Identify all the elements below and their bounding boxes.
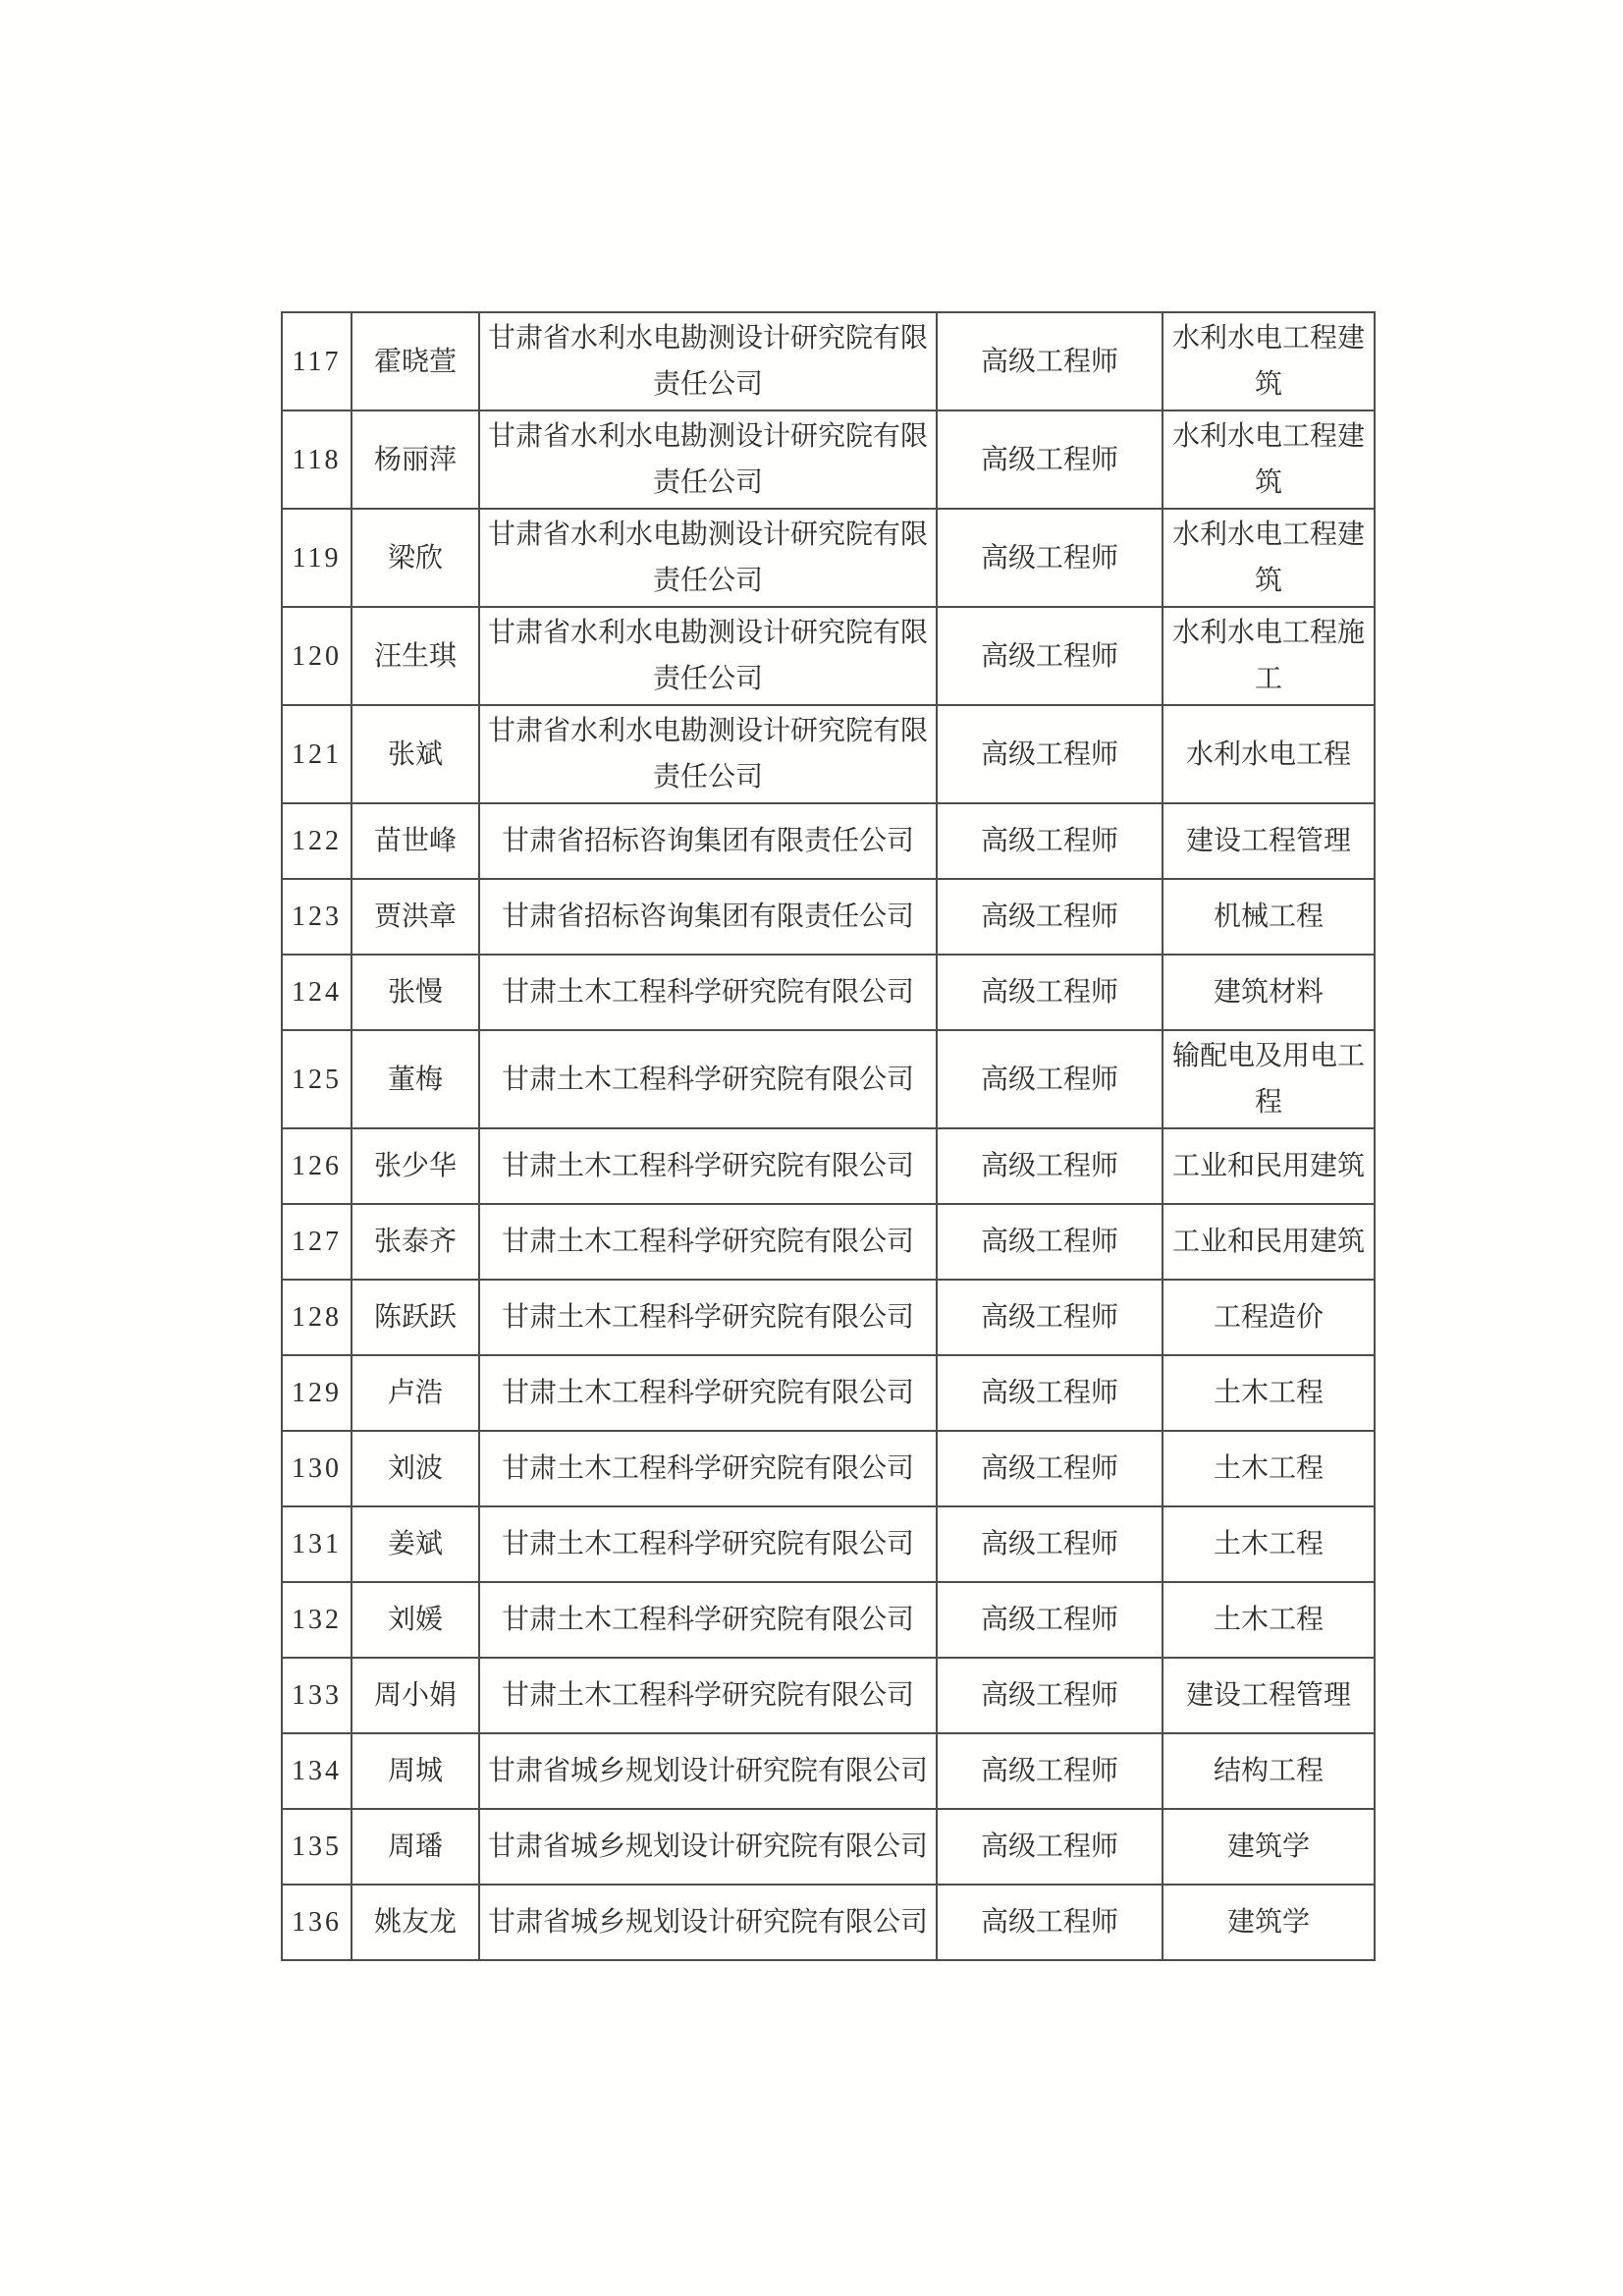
title-cell: 高级工程师 — [937, 1280, 1163, 1355]
company-cell: 甘肃土木工程科学研究院有限公司 — [479, 1506, 937, 1582]
title-cell: 高级工程师 — [937, 607, 1163, 705]
table-row — [282, 1733, 1375, 1809]
row-number-cell: 129 — [282, 1355, 352, 1431]
name-cell: 姚友龙 — [352, 1885, 479, 1960]
title-cell: 高级工程师 — [937, 1204, 1163, 1280]
title-cell: 高级工程师 — [937, 1128, 1163, 1204]
table-row — [282, 607, 1375, 705]
table-row — [282, 312, 1375, 410]
table-row — [282, 1204, 1375, 1280]
row-number-cell: 117 — [282, 312, 352, 410]
company-cell: 甘肃省水利水电勘测设计研究院有限责任公司 — [479, 312, 937, 410]
row-number-cell: 126 — [282, 1128, 352, 1204]
company-cell: 甘肃省城乡规划设计研究院有限公司 — [479, 1885, 937, 1960]
table-row — [282, 1030, 1375, 1128]
table-row — [282, 1809, 1375, 1885]
company-cell: 甘肃土木工程科学研究院有限公司 — [479, 1280, 937, 1355]
name-cell: 杨丽萍 — [352, 410, 479, 509]
specialty-cell: 水利水电工程 — [1163, 705, 1375, 803]
specialty-cell: 水利水电工程建筑 — [1163, 410, 1375, 509]
company-cell: 甘肃土木工程科学研究院有限公司 — [479, 1204, 937, 1280]
specialty-cell: 水利水电工程建筑 — [1163, 509, 1375, 607]
row-number-cell: 121 — [282, 705, 352, 803]
specialty-cell: 土木工程 — [1163, 1355, 1375, 1431]
table-row — [282, 879, 1375, 955]
row-number-cell: 118 — [282, 410, 352, 509]
specialty-cell: 建筑学 — [1163, 1809, 1375, 1885]
title-cell: 高级工程师 — [937, 1030, 1163, 1128]
title-cell: 高级工程师 — [937, 705, 1163, 803]
name-cell: 张斌 — [352, 705, 479, 803]
row-number-cell: 119 — [282, 509, 352, 607]
company-cell: 甘肃省水利水电勘测设计研究院有限责任公司 — [479, 410, 937, 509]
row-number-cell: 136 — [282, 1885, 352, 1960]
table-row — [282, 1280, 1375, 1355]
company-cell: 甘肃省水利水电勘测设计研究院有限责任公司 — [479, 509, 937, 607]
company-cell: 甘肃省城乡规划设计研究院有限公司 — [479, 1809, 937, 1885]
name-cell: 周小娟 — [352, 1658, 479, 1733]
row-number-cell: 124 — [282, 955, 352, 1030]
row-number-cell: 135 — [282, 1809, 352, 1885]
company-cell: 甘肃土木工程科学研究院有限公司 — [479, 1431, 937, 1506]
company-cell: 甘肃土木工程科学研究院有限公司 — [479, 1030, 937, 1128]
table-row — [282, 1128, 1375, 1204]
name-cell: 刘波 — [352, 1431, 479, 1506]
personnel-table-body — [282, 312, 1375, 1960]
company-cell: 甘肃土木工程科学研究院有限公司 — [479, 1582, 937, 1658]
name-cell: 霍晓萱 — [352, 312, 479, 410]
table-row — [282, 803, 1375, 879]
title-cell: 高级工程师 — [937, 1733, 1163, 1809]
row-number-cell: 127 — [282, 1204, 352, 1280]
name-cell: 张少华 — [352, 1128, 479, 1204]
row-number-cell: 128 — [282, 1280, 352, 1355]
specialty-cell: 土木工程 — [1163, 1431, 1375, 1506]
specialty-cell: 工业和民用建筑 — [1163, 1204, 1375, 1280]
specialty-cell: 建筑材料 — [1163, 955, 1375, 1030]
table-row — [282, 509, 1375, 607]
name-cell: 陈跃跃 — [352, 1280, 479, 1355]
title-cell: 高级工程师 — [937, 1885, 1163, 1960]
company-cell: 甘肃土木工程科学研究院有限公司 — [479, 1128, 937, 1204]
table-row — [282, 410, 1375, 509]
specialty-cell: 工程造价 — [1163, 1280, 1375, 1355]
title-cell: 高级工程师 — [937, 879, 1163, 955]
specialty-cell: 工业和民用建筑 — [1163, 1128, 1375, 1204]
name-cell: 董梅 — [352, 1030, 479, 1128]
specialty-cell: 机械工程 — [1163, 879, 1375, 955]
name-cell: 贾洪章 — [352, 879, 479, 955]
table-row — [282, 705, 1375, 803]
title-cell: 高级工程师 — [937, 410, 1163, 509]
specialty-cell: 水利水电工程建筑 — [1163, 312, 1375, 410]
specialty-cell: 建设工程管理 — [1163, 1658, 1375, 1733]
name-cell: 苗世峰 — [352, 803, 479, 879]
name-cell: 刘媛 — [352, 1582, 479, 1658]
title-cell: 高级工程师 — [937, 1809, 1163, 1885]
row-number-cell: 125 — [282, 1030, 352, 1128]
row-number-cell: 134 — [282, 1733, 352, 1809]
table-row — [282, 1885, 1375, 1960]
title-cell: 高级工程师 — [937, 955, 1163, 1030]
row-number-cell: 123 — [282, 879, 352, 955]
row-number-cell: 130 — [282, 1431, 352, 1506]
table-row — [282, 1506, 1375, 1582]
title-cell: 高级工程师 — [937, 1506, 1163, 1582]
title-cell: 高级工程师 — [937, 1431, 1163, 1506]
name-cell: 卢浩 — [352, 1355, 479, 1431]
specialty-cell: 建筑学 — [1163, 1885, 1375, 1960]
title-cell: 高级工程师 — [937, 1658, 1163, 1733]
specialty-cell: 输配电及用电工程 — [1163, 1030, 1375, 1128]
row-number-cell: 131 — [282, 1506, 352, 1582]
company-cell: 甘肃省招标咨询集团有限责任公司 — [479, 803, 937, 879]
name-cell: 汪生琪 — [352, 607, 479, 705]
specialty-cell: 土木工程 — [1163, 1506, 1375, 1582]
name-cell: 梁欣 — [352, 509, 479, 607]
title-cell: 高级工程师 — [937, 509, 1163, 607]
name-cell: 张泰齐 — [352, 1204, 479, 1280]
specialty-cell: 水利水电工程施工 — [1163, 607, 1375, 705]
title-cell: 高级工程师 — [937, 1582, 1163, 1658]
table-row — [282, 955, 1375, 1030]
row-number-cell: 133 — [282, 1658, 352, 1733]
company-cell: 甘肃省水利水电勘测设计研究院有限责任公司 — [479, 705, 937, 803]
name-cell: 周璠 — [352, 1809, 479, 1885]
company-cell: 甘肃土木工程科学研究院有限公司 — [479, 1355, 937, 1431]
name-cell: 周城 — [352, 1733, 479, 1809]
table-row — [282, 1658, 1375, 1733]
specialty-cell: 建设工程管理 — [1163, 803, 1375, 879]
table-row — [282, 1355, 1375, 1431]
row-number-cell: 120 — [282, 607, 352, 705]
company-cell: 甘肃土木工程科学研究院有限公司 — [479, 1658, 937, 1733]
name-cell: 张慢 — [352, 955, 479, 1030]
row-number-cell: 122 — [282, 803, 352, 879]
specialty-cell: 结构工程 — [1163, 1733, 1375, 1809]
name-cell: 姜斌 — [352, 1506, 479, 1582]
title-cell: 高级工程师 — [937, 1355, 1163, 1431]
company-cell: 甘肃省水利水电勘测设计研究院有限责任公司 — [479, 607, 937, 705]
company-cell: 甘肃土木工程科学研究院有限公司 — [479, 955, 937, 1030]
specialty-cell: 土木工程 — [1163, 1582, 1375, 1658]
personnel-table — [281, 311, 1376, 1961]
table-row — [282, 1582, 1375, 1658]
table-row — [282, 1431, 1375, 1506]
row-number-cell: 132 — [282, 1582, 352, 1658]
title-cell: 高级工程师 — [937, 312, 1163, 410]
company-cell: 甘肃省城乡规划设计研究院有限公司 — [479, 1733, 937, 1809]
title-cell: 高级工程师 — [937, 803, 1163, 879]
company-cell: 甘肃省招标咨询集团有限责任公司 — [479, 879, 937, 955]
